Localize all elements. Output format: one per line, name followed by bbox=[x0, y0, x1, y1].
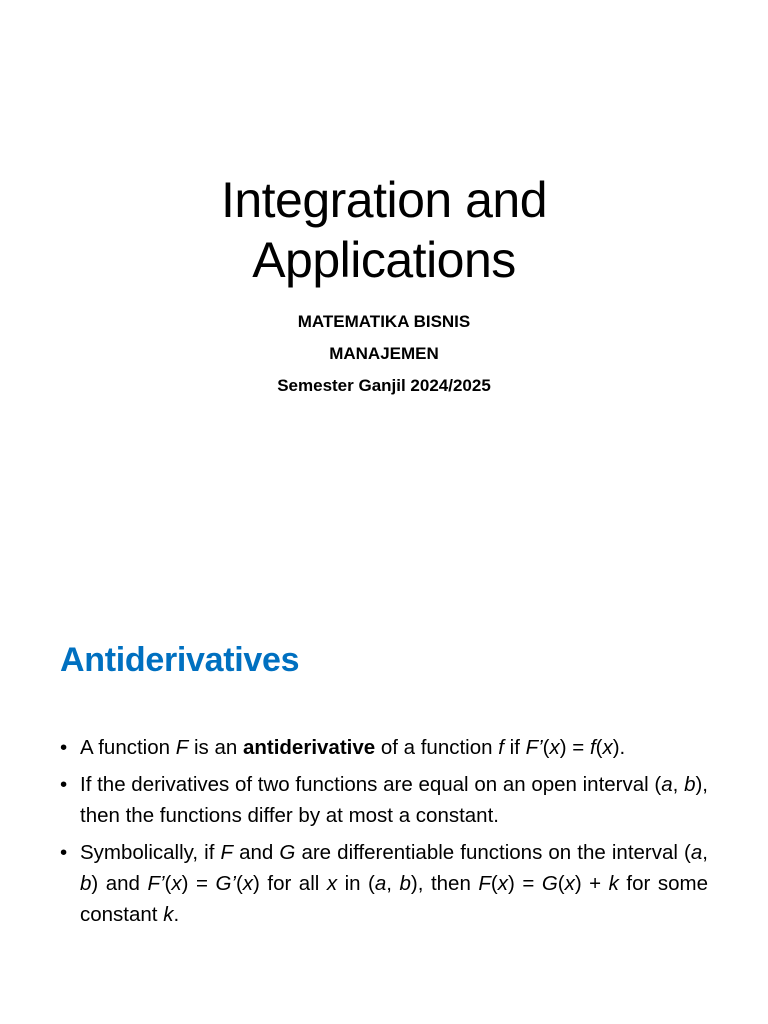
presentation-title bbox=[0, 170, 768, 290]
department-name: MANAJEMEN bbox=[329, 344, 439, 363]
bullet-text: A function F is an antiderivative of a function f if F’(x) = f(x). bbox=[80, 736, 626, 759]
title-line-2: Applications bbox=[252, 232, 516, 288]
bullet-list bbox=[60, 732, 708, 936]
slide-heading: Antiderivatives bbox=[60, 641, 300, 679]
bullet-item-antiderivative-definition bbox=[60, 732, 708, 763]
title-line-1: Integration and bbox=[220, 172, 548, 228]
bullet-dot-icon: • bbox=[60, 773, 68, 796]
course-name: MATEMATIKA BISNIS bbox=[297, 312, 471, 331]
bullet-dot-icon: • bbox=[60, 736, 68, 759]
bullet-text: If the derivatives of two functions are equal on an open interval (a, b), then the functions differ by at most a constant. bbox=[80, 773, 708, 827]
bullet-text: Symbolically, if F and G are differentiable functions on the interval (a, b) and F’(x) = G’(x) for all x in (a, b), then F(x) = G(x) + k for some constant k. bbox=[80, 841, 708, 926]
subtitle-block bbox=[0, 306, 768, 402]
bullet-item-equal-derivatives bbox=[60, 769, 708, 831]
content-slide bbox=[0, 576, 768, 1024]
bullet-dot-icon: • bbox=[60, 841, 68, 864]
bullet-item-symbolic-statement bbox=[60, 837, 708, 930]
semester-label: Semester Ganjil 2024/2025 bbox=[277, 376, 491, 395]
term-antiderivative: antiderivative bbox=[242, 736, 376, 759]
